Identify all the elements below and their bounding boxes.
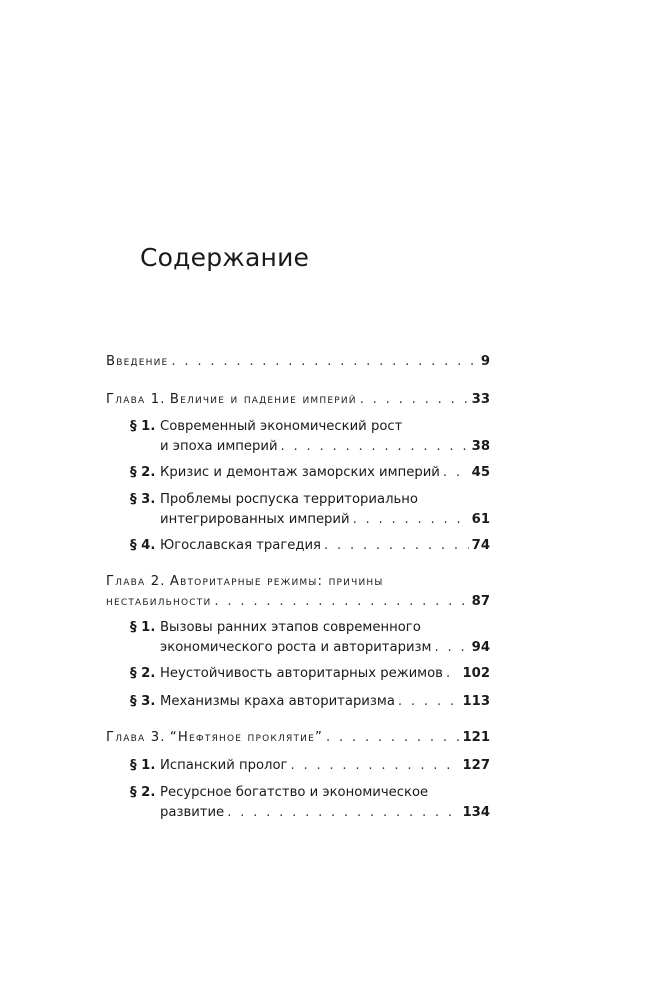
chapter-number: Глава 1. [106,392,166,407]
toc-entry-ch3-s2[interactable] [130,783,490,823]
section-number: § 1. [130,620,156,635]
dot-leader [227,803,459,823]
section-number: § 3. [130,694,156,709]
toc-entry-intro[interactable] [106,352,490,372]
page-number: 74 [471,538,490,553]
section-title-line1: Механизмы краха авторитаризма [160,694,395,709]
page-number: 127 [462,758,490,773]
section-title-line2: экономического роста и авторитаризм [160,640,432,655]
page-number: 121 [462,730,490,745]
section-title-line1: Современный экономический рост [160,419,403,434]
toc-entry-chapter-2[interactable] [106,572,490,612]
toc-entry-ch1-s1[interactable] [130,417,490,457]
section-number: § 2. [130,785,156,800]
section-title-line2: развитие [160,805,225,820]
toc-entry-ch1-s3[interactable] [130,490,490,530]
chapter-title-line2: нестабильности [106,594,212,609]
section-title-line2: интегрированных империй [160,512,350,527]
dot-leader [398,692,460,712]
toc-entry-ch3-s1[interactable] [130,756,490,776]
toc-entry-ch1-s2[interactable] [130,463,490,483]
page-number: 61 [471,512,490,527]
dot-leader [434,638,468,658]
toc-entry-ch2-s1[interactable] [130,618,490,658]
dot-leader [353,510,469,530]
page-number: 94 [471,640,490,655]
toc-entry-ch2-s3[interactable] [130,692,490,712]
chapter-number: Глава 2. [106,574,166,589]
section-title-line1: Испанский пролог [160,758,288,773]
page-title: Содержание [140,242,310,272]
section-number: § 1. [130,758,156,773]
page-number: 45 [471,465,490,480]
section-number: § 2. [130,666,156,681]
dot-leader [171,352,477,372]
section-title-line1: Проблемы роспуска территориально [160,492,418,507]
chapter-title: “Нефтяное проклятие” [169,730,323,745]
chapter-title-line1: Авторитарные режимы: причины [169,574,384,589]
dot-leader [446,664,460,684]
toc-entry-ch2-s2[interactable] [130,664,490,684]
dot-leader [214,592,468,612]
toc-entry-chapter-1[interactable] [106,390,490,410]
section-title-line1: Вызовы ранних этапов современного [160,620,421,635]
page-number: 87 [471,594,490,609]
section-number: § 2. [130,465,156,480]
dot-leader [443,463,469,483]
section-title-line1: Югославская трагедия [160,538,321,553]
chapter-number: Глава 3. [106,730,166,745]
section-number: § 3. [130,492,156,507]
dot-leader [326,728,459,748]
page-number: 113 [462,694,490,709]
page-number: 38 [471,439,490,454]
toc-entry-chapter-3[interactable] [106,728,490,748]
page-number: 134 [462,805,490,820]
dot-leader [290,756,459,776]
page-number: 33 [471,392,490,407]
toc-entry-ch1-s4[interactable] [130,536,490,556]
page-number: 102 [462,666,490,681]
section-title-line2: и эпоха империй [160,439,278,454]
section-title-line1: Ресурсное богатство и экономическое [160,785,429,800]
dot-leader [324,536,469,556]
section-number: § 4. [130,538,156,553]
section-number: § 1. [130,419,156,434]
page-number: 9 [480,354,490,369]
dot-leader [360,390,469,410]
chapter-title: Величие и падение империй [169,392,357,407]
dot-leader [281,437,469,457]
section-title-line1: Неустойчивость авторитарных режимов [160,666,443,681]
toc-label: Введение [106,354,169,369]
section-title-line1: Кризис и демонтаж заморских империй [160,465,440,480]
